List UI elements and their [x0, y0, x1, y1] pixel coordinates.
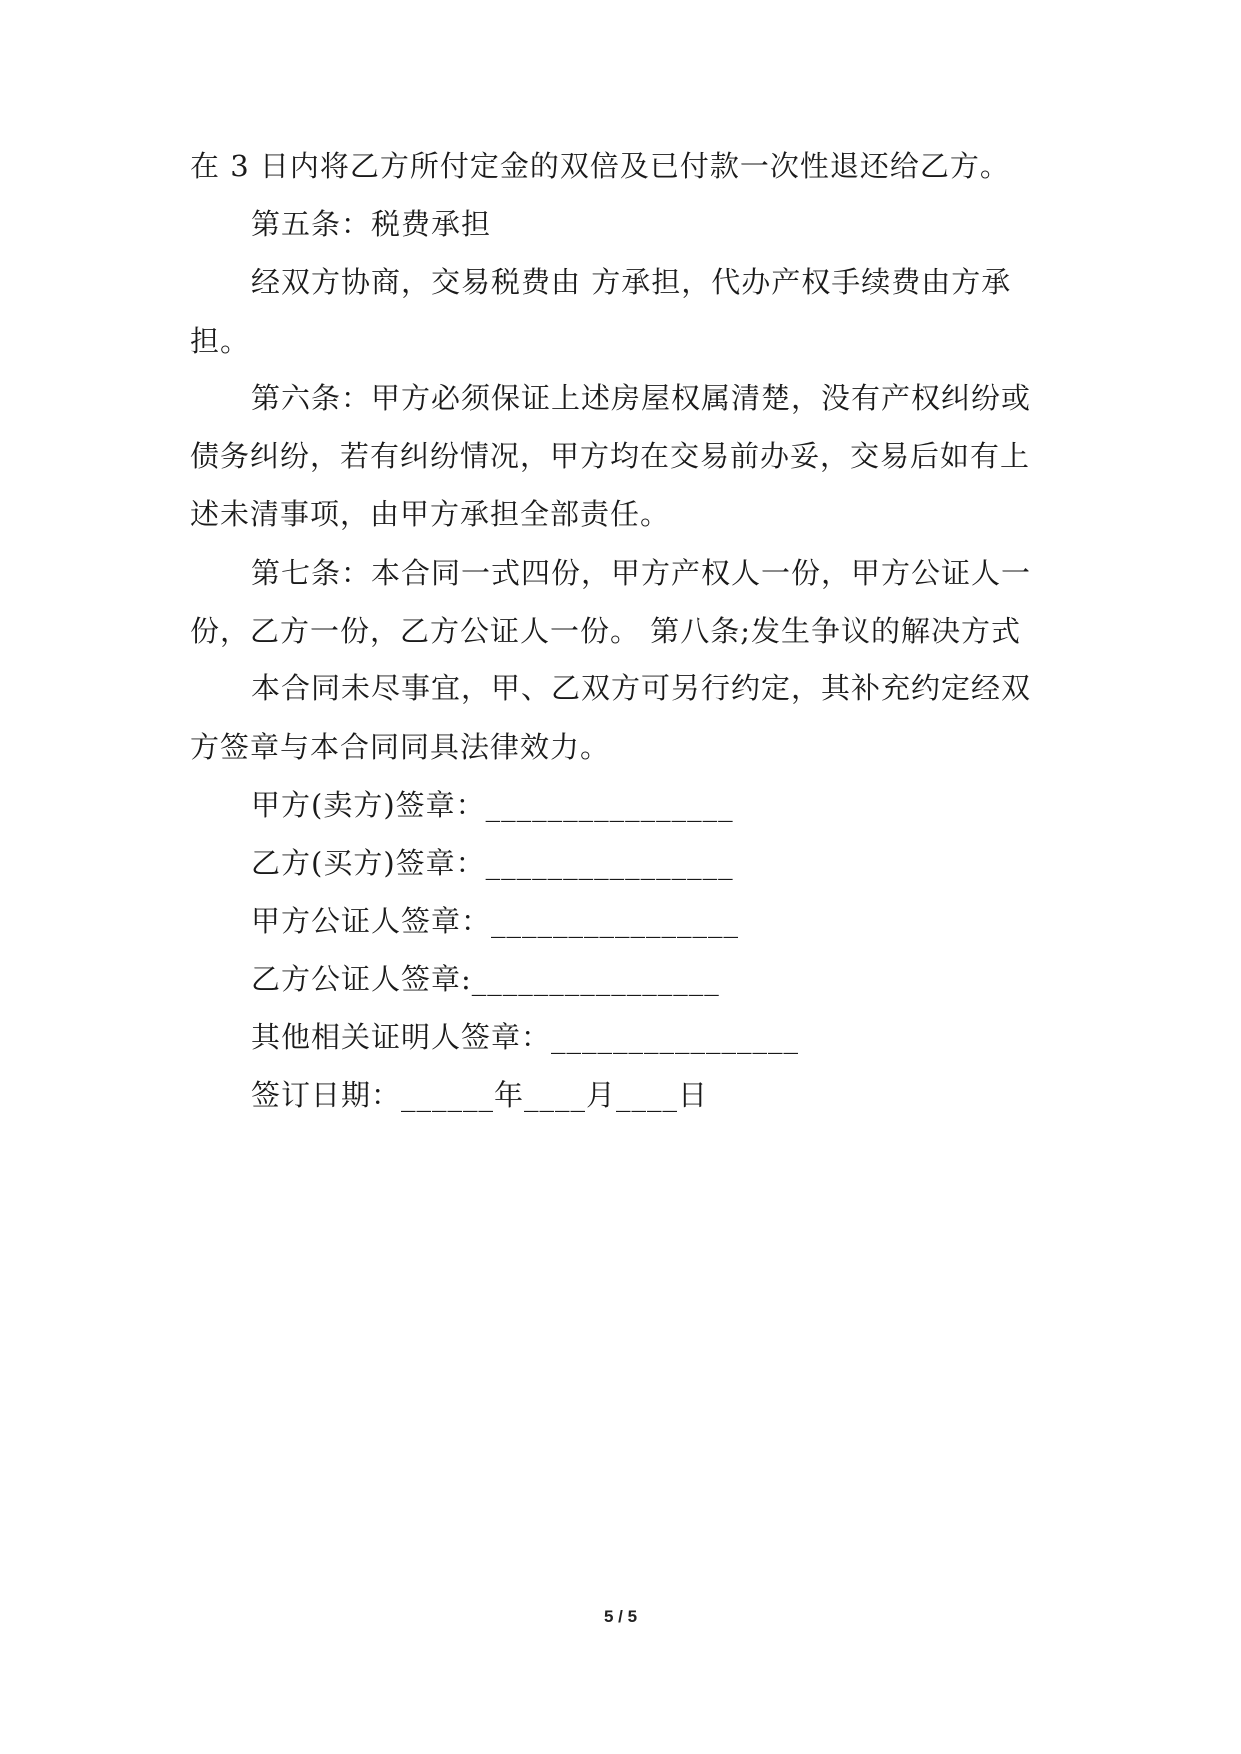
article-7-line-2: 份，乙方一份，乙方公证人一份。 第八条;发生争议的解决方式 [190, 614, 1021, 648]
article-7-line-1: 第七条：本合同一式四份，甲方产权人一份，甲方公证人一 [251, 556, 1032, 590]
article-8-text-line-2: 方签章与本合同同具法律效力。 [190, 730, 611, 764]
article-5-text-line-2: 担。 [190, 324, 251, 358]
party-a-signature-line: 甲方(卖方)签章：________________ [251, 788, 734, 822]
paragraph-line-continuation: 在 3 日内将乙方所付定金的双倍及已付款一次性退还给乙方。 [190, 149, 1010, 183]
party-b-signature-line: 乙方(买方)签章：________________ [251, 846, 734, 880]
article-8-text-line-1: 本合同未尽事宜，甲、乙双方可另行约定，其补充约定经双 [251, 671, 1032, 705]
party-b-notary-signature-line: 乙方公证人签章:________________ [251, 962, 720, 996]
article-6-line-1: 第六条：甲方必须保证上述房屋权属清楚，没有产权纠纷或 [251, 381, 1032, 415]
page-number: 5 / 5 [603, 1607, 638, 1626]
other-witness-signature-line: 其他相关证明人签章：________________ [251, 1020, 800, 1054]
article-6-line-3: 述未清事项，由甲方承担全部责任。 [190, 497, 671, 531]
article-6-line-2: 债务纠纷，若有纠纷情况，甲方均在交易前办妥，交易后如有上 [190, 439, 1031, 473]
signing-date-line: 签订日期：______年____月____日 [251, 1078, 709, 1112]
party-a-notary-signature-line: 甲方公证人签章：________________ [251, 904, 740, 938]
article-5-text-line-1: 经双方协商，交易税费由 方承担，代办产权手续费由方承 [251, 265, 1012, 299]
article-5-heading: 第五条：税费承担 [251, 207, 492, 241]
